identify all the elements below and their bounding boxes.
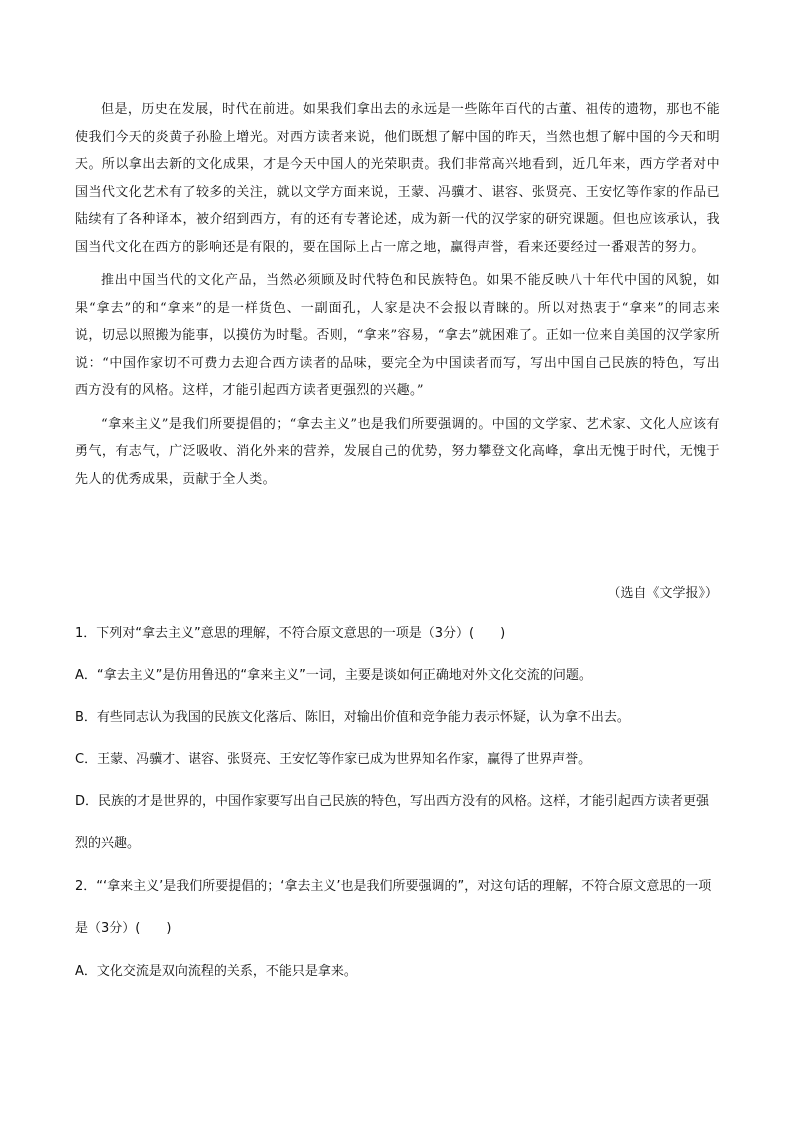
question-1-option-d: D．民族的才是世界的，中国作家要写出自己民族的特色，写出西方没有的风格。这样，才能引起西方读者更强烈的兴趣。 — [75, 794, 710, 851]
question-1-option-b: B．有些同志认为我国的民族文化落后、陈旧，对输出价值和竞争能力表示怀疑，认为拿不出去。 — [75, 710, 630, 725]
question-1-stem: 1．下列对“拿去主义”意思的理解，不符合原文意思的一项是（3分）( ) — [75, 626, 506, 641]
question-2-option-a: A．文化交流是双向流程的关系，不能只是拿来。 — [75, 964, 357, 979]
article-source: （选自《文学报》） — [607, 586, 718, 601]
question-1-option-a: A．“拿去主义”是仿用鲁迅的“拿来主义”一词，主要是谈如何正确地对外文化交流的问题。 — [75, 668, 592, 683]
article-body — [75, 96, 720, 499]
article-paragraph-3: “拿来主义”是我们所要提倡的；“拿去主义”也是我们所要强调的。中国的文学家、艺术家、文化人应该有勇气，有志气，广泛吸收、消化外来的营养，发展自己的优势，努力攀登文化高峰，拿出无愧于时代，无愧于先人的优秀成果，贡献于全人类。 — [75, 416, 720, 487]
questions-section — [75, 624, 721, 1004]
question-1-option-c: C．王蒙、冯骥才、谌容、张贤亮、王安忆等作家已成为世界知名作家，赢得了世界声誉。 — [75, 752, 592, 767]
question-2-stem: 2．“‘拿来主义’是我们所要提倡的；‘拿去主义’也是我们所要强调的”，对这句话的理解，不符合原文意思的一项是（3分）( ) — [75, 879, 712, 936]
article-paragraph-1: 但是，历史在发展，时代在前进。如果我们拿出去的永远是一些陈年百代的古董、祖传的遗物，那也不能使我们今天的炎黄子孙脸上增光。对西方读者来说，他们既想了解中国的昨天，当然也想了解中国的今天和明天。所以拿出去新的文化成果，才是今天中国人的光荣职责。我们非常高兴地看到，近几年来，西方学者对中国当代文化艺术有了较多的关注，就以文学方面来说，王蒙、冯骥才、谌容、张贤亮、王安忆等作家的作品已陆续有了各种译本，被介绍到西方，有的还有专著论述，成为新一代的汉学家的研究课题。但也应该承认，我国当代文化在西方的影响还是有限的，要在国际上占一席之地，赢得声誉，看来还要经过一番艰苦的努力。 — [75, 102, 720, 255]
article-paragraph-2: 推出中国当代的文化产品，当然必须顾及时代特色和民族特色。如果不能反映八十年代中国的风貌，如果“拿去”的和“拿来”的是一样货色、一副面孔，人家是决不会报以青睐的。所以对热衷于“拿来”的同志来说，切忌以照搬为能事，以摸仿为时髦。否则，“拿来”容易，“拿去”就困难了。正如一位来自美国的汉学家所说：“中国作家切不可费力去迎合西方读者的品味，要完全为中国读者而写，写出中国自己民族的特色，写出西方没有的风格。这样，才能引起西方读者更强烈的兴趣。” — [75, 273, 720, 398]
